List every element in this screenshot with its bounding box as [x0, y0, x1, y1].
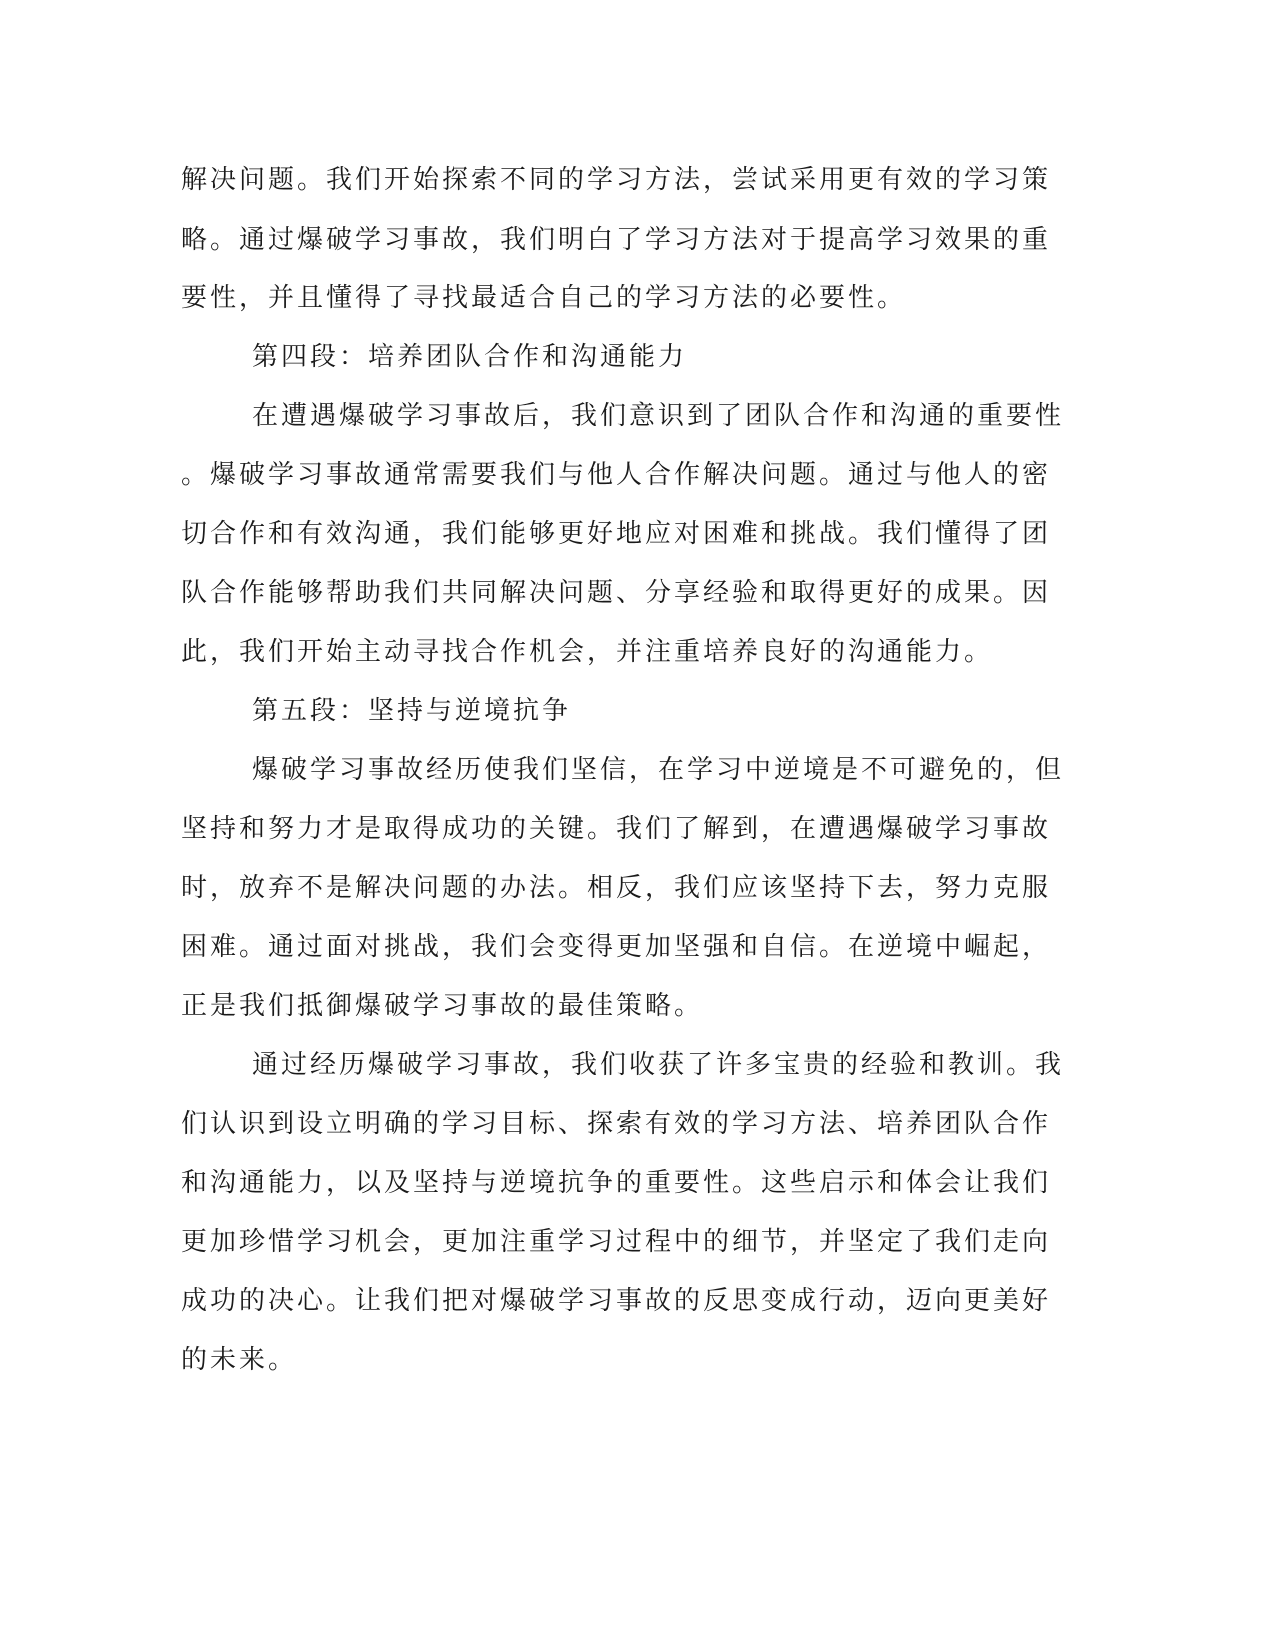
text-line: 队合作能够帮助我们共同解决问题、分享经验和取得更好的成果。因	[181, 578, 1052, 608]
text-line: 切合作和有效沟通，我们能够更好地应对困难和挑战。我们懂得了团	[181, 519, 1052, 549]
text-line: 。爆破学习事故通常需要我们与他人合作解决问题。通过与他人的密	[181, 460, 1052, 490]
text-line: 的未来。	[181, 1345, 298, 1375]
text-line: 成功的决心。让我们把对爆破学习事故的反思变成行动，迈向更美好	[181, 1286, 1052, 1316]
text-line: 坚持和努力才是取得成功的关键。我们了解到，在遭遇爆破学习事故	[181, 814, 1052, 844]
text-line: 正是我们抵御爆破学习事故的最佳策略。	[181, 991, 704, 1021]
text-line: 要性，并且懂得了寻找最适合自己的学习方法的必要性。	[181, 283, 907, 313]
text-line: 解决问题。我们开始探索不同的学习方法，尝试采用更有效的学习策	[181, 165, 1052, 195]
text-line: 和沟通能力，以及坚持与逆境抗争的重要性。这些启示和体会让我们	[181, 1168, 1052, 1198]
text-line: 略。通过爆破学习事故，我们明白了学习方法对于提高学习效果的重	[181, 225, 1052, 255]
text-line: 此，我们开始主动寻找合作机会，并注重培养良好的沟通能力。	[181, 637, 994, 667]
section-heading: 第五段：坚持与逆境抗争	[252, 696, 572, 726]
text-line: 时，放弃不是解决问题的办法。相反，我们应该坚持下去，努力克服	[181, 873, 1052, 903]
text-line: 通过经历爆破学习事故，我们收获了许多宝贵的经验和教训。我	[252, 1050, 1065, 1080]
text-line: 更加珍惜学习机会，更加注重学习过程中的细节，并坚定了我们走向	[181, 1227, 1052, 1257]
text-line: 在遭遇爆破学习事故后，我们意识到了团队合作和沟通的重要性	[252, 401, 1065, 431]
text-line: 困难。通过面对挑战，我们会变得更加坚强和自信。在逆境中崛起，	[181, 932, 1052, 962]
text-line: 爆破学习事故经历使我们坚信，在学习中逆境是不可避免的，但	[252, 755, 1065, 785]
text-line: 们认识到设立明确的学习目标、探索有效的学习方法、培养团队合作	[181, 1109, 1052, 1139]
section-heading: 第四段：培养团队合作和沟通能力	[252, 342, 688, 372]
